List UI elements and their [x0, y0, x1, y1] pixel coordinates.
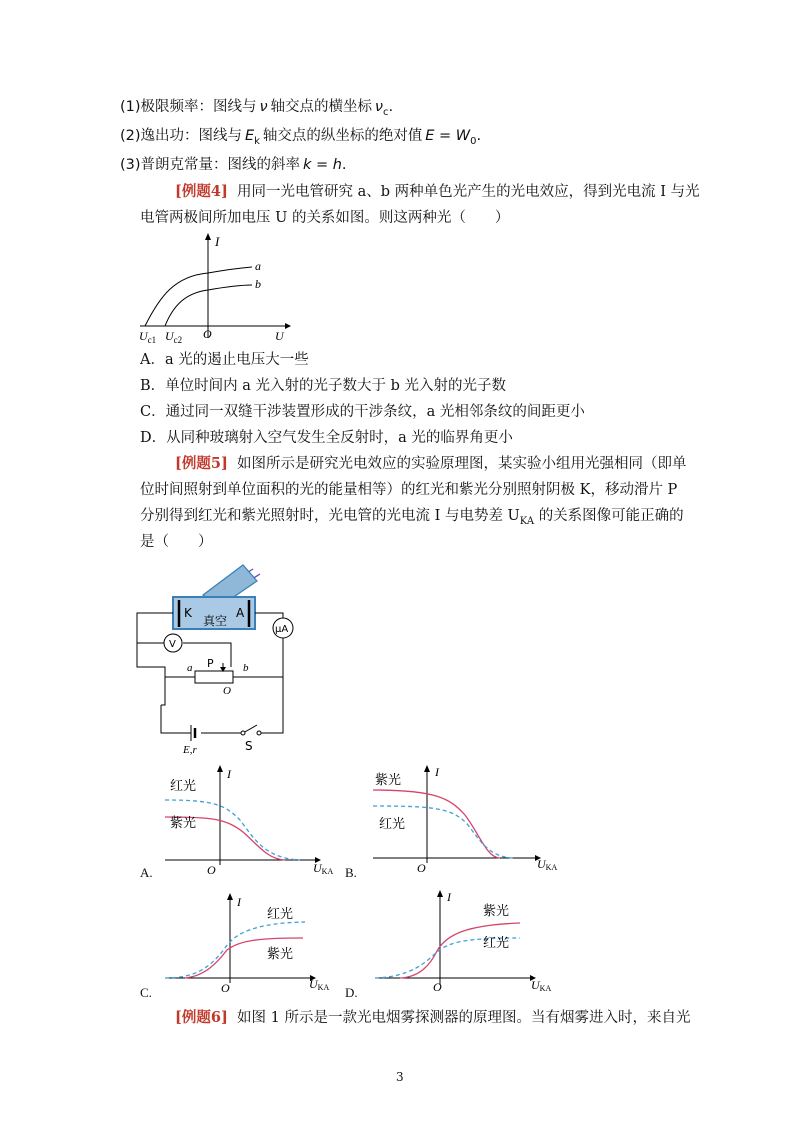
example4-line1: [例题4] 用同一光电管研究 a、b 两种单色光产生的光电效应，得到光电流 I 与光 [175, 183, 700, 200]
graph-c [155, 888, 355, 993]
curve-a [145, 267, 252, 326]
example4-option-b: B．单位时间内 a 光入射的光子数大于 b 光入射的光子数 [140, 378, 507, 394]
graph-a [155, 760, 355, 875]
rheostat [195, 671, 233, 683]
svg-text:UKA: UKA [531, 978, 552, 993]
page-number: 3 [396, 1070, 404, 1084]
example4-line2: 电管两极间所加电压 U 的关系如图。则这两种光（ ） [140, 210, 510, 226]
svg-text:O: O [221, 981, 230, 993]
example5-line2: 位时间照射到单位面积的光的能量相等）的红光和紫光分别照射阴极 K，移动滑片 P [140, 482, 678, 498]
vacuum-label: 真空 [203, 614, 228, 628]
example4-option-a: A．a 光的遏止电压大一些 [140, 352, 309, 368]
graph-b-letter: B. [345, 865, 357, 880]
origin: O [203, 327, 212, 341]
note-3: (3)普朗克常量：图线的斜率 k = h. [120, 157, 347, 173]
example4-graph [135, 228, 295, 346]
graph-d-bottom-label: 红光 [483, 936, 510, 951]
example5-label: [例题5] [175, 455, 228, 472]
svg-text:O: O [417, 861, 426, 875]
graph-d-letter: D. [345, 985, 358, 1000]
example5-line4: 是（ ） [140, 534, 213, 550]
uc1: $U_{c1}$ [139, 329, 157, 345]
svg-text:O: O [207, 863, 216, 875]
example4-option-d: D．从同种玻璃射入空气发生全反射时，a 光的临界角更小 [140, 430, 513, 446]
example5-line1: [例题5] 如图所示是研究光电效应的实验原理图，某实验小组用光强相同（即单 [175, 455, 687, 472]
graph-a-letter: A. [140, 865, 153, 880]
graph-d [365, 885, 575, 993]
svg-text:UKA: UKA [537, 857, 558, 872]
ammeter-label: μA [275, 624, 289, 635]
label-a: a [255, 259, 261, 273]
graph-b-bottom-label: 红光 [379, 817, 406, 832]
svg-text:UKA: UKA [313, 861, 334, 875]
b-end-label: b [243, 662, 249, 674]
a-end-label: a [187, 662, 193, 674]
red-light-curve [373, 806, 515, 858]
svg-text:I: I [435, 765, 439, 779]
switch-label: S [245, 739, 253, 753]
uc2: $U_{c2}$ [165, 329, 183, 345]
o-label: O [223, 685, 231, 697]
svg-text:I: I [227, 767, 231, 781]
example4-label: [例题4] [175, 183, 228, 200]
p-label: P [207, 657, 214, 670]
graph-d-top-label: 紫光 [483, 904, 510, 919]
graph-b-top-label: 紫光 [375, 773, 402, 788]
example6-line1: [例题6] 如图 1 所示是一款光电烟雾探测器的原理图。当有烟雾进入时，来自光 [175, 1009, 691, 1026]
k-label: K [184, 606, 192, 620]
svg-text:O: O [433, 980, 442, 993]
graph-c-bottom-label: 紫光 [267, 947, 294, 962]
y-label: I [215, 234, 220, 249]
graph-a-bottom-label: 紫光 [170, 816, 197, 831]
note-2: (2)逸出功：图线与 $E_k$ 轴交点的纵坐标的绝对值 $E = W_0$. [120, 128, 482, 147]
svg-text:UKA: UKA [309, 977, 330, 992]
graph-b [365, 760, 575, 875]
graph-c-top-label: 红光 [267, 907, 294, 922]
example4-option-c: C．通过同一双缝干涉装置形成的干涉条纹，a 光相邻条纹的间距更小 [140, 404, 585, 420]
voltmeter-label: V [169, 639, 176, 650]
example5-line3: 分别得到红光和紫光照射时，光电管的光电流 I 与电势差 $U_{KA}$ 的关系图像可能正确的 [140, 508, 684, 527]
a-label: A [236, 606, 245, 620]
graph-c-letter: C. [140, 985, 152, 1000]
note-1: (1)极限频率：图线与 ν 轴交点的横坐标 $\nu_c$. [120, 99, 394, 118]
svg-text:I: I [237, 895, 241, 909]
example6-label: [例题6] [175, 1009, 228, 1026]
x-label: U [275, 329, 284, 343]
source-label: E,r [183, 744, 197, 755]
circuit-diagram [125, 555, 310, 755]
svg-text:I: I [447, 890, 451, 904]
label-b: b [255, 277, 261, 291]
graph-a-top-label: 红光 [170, 779, 197, 794]
